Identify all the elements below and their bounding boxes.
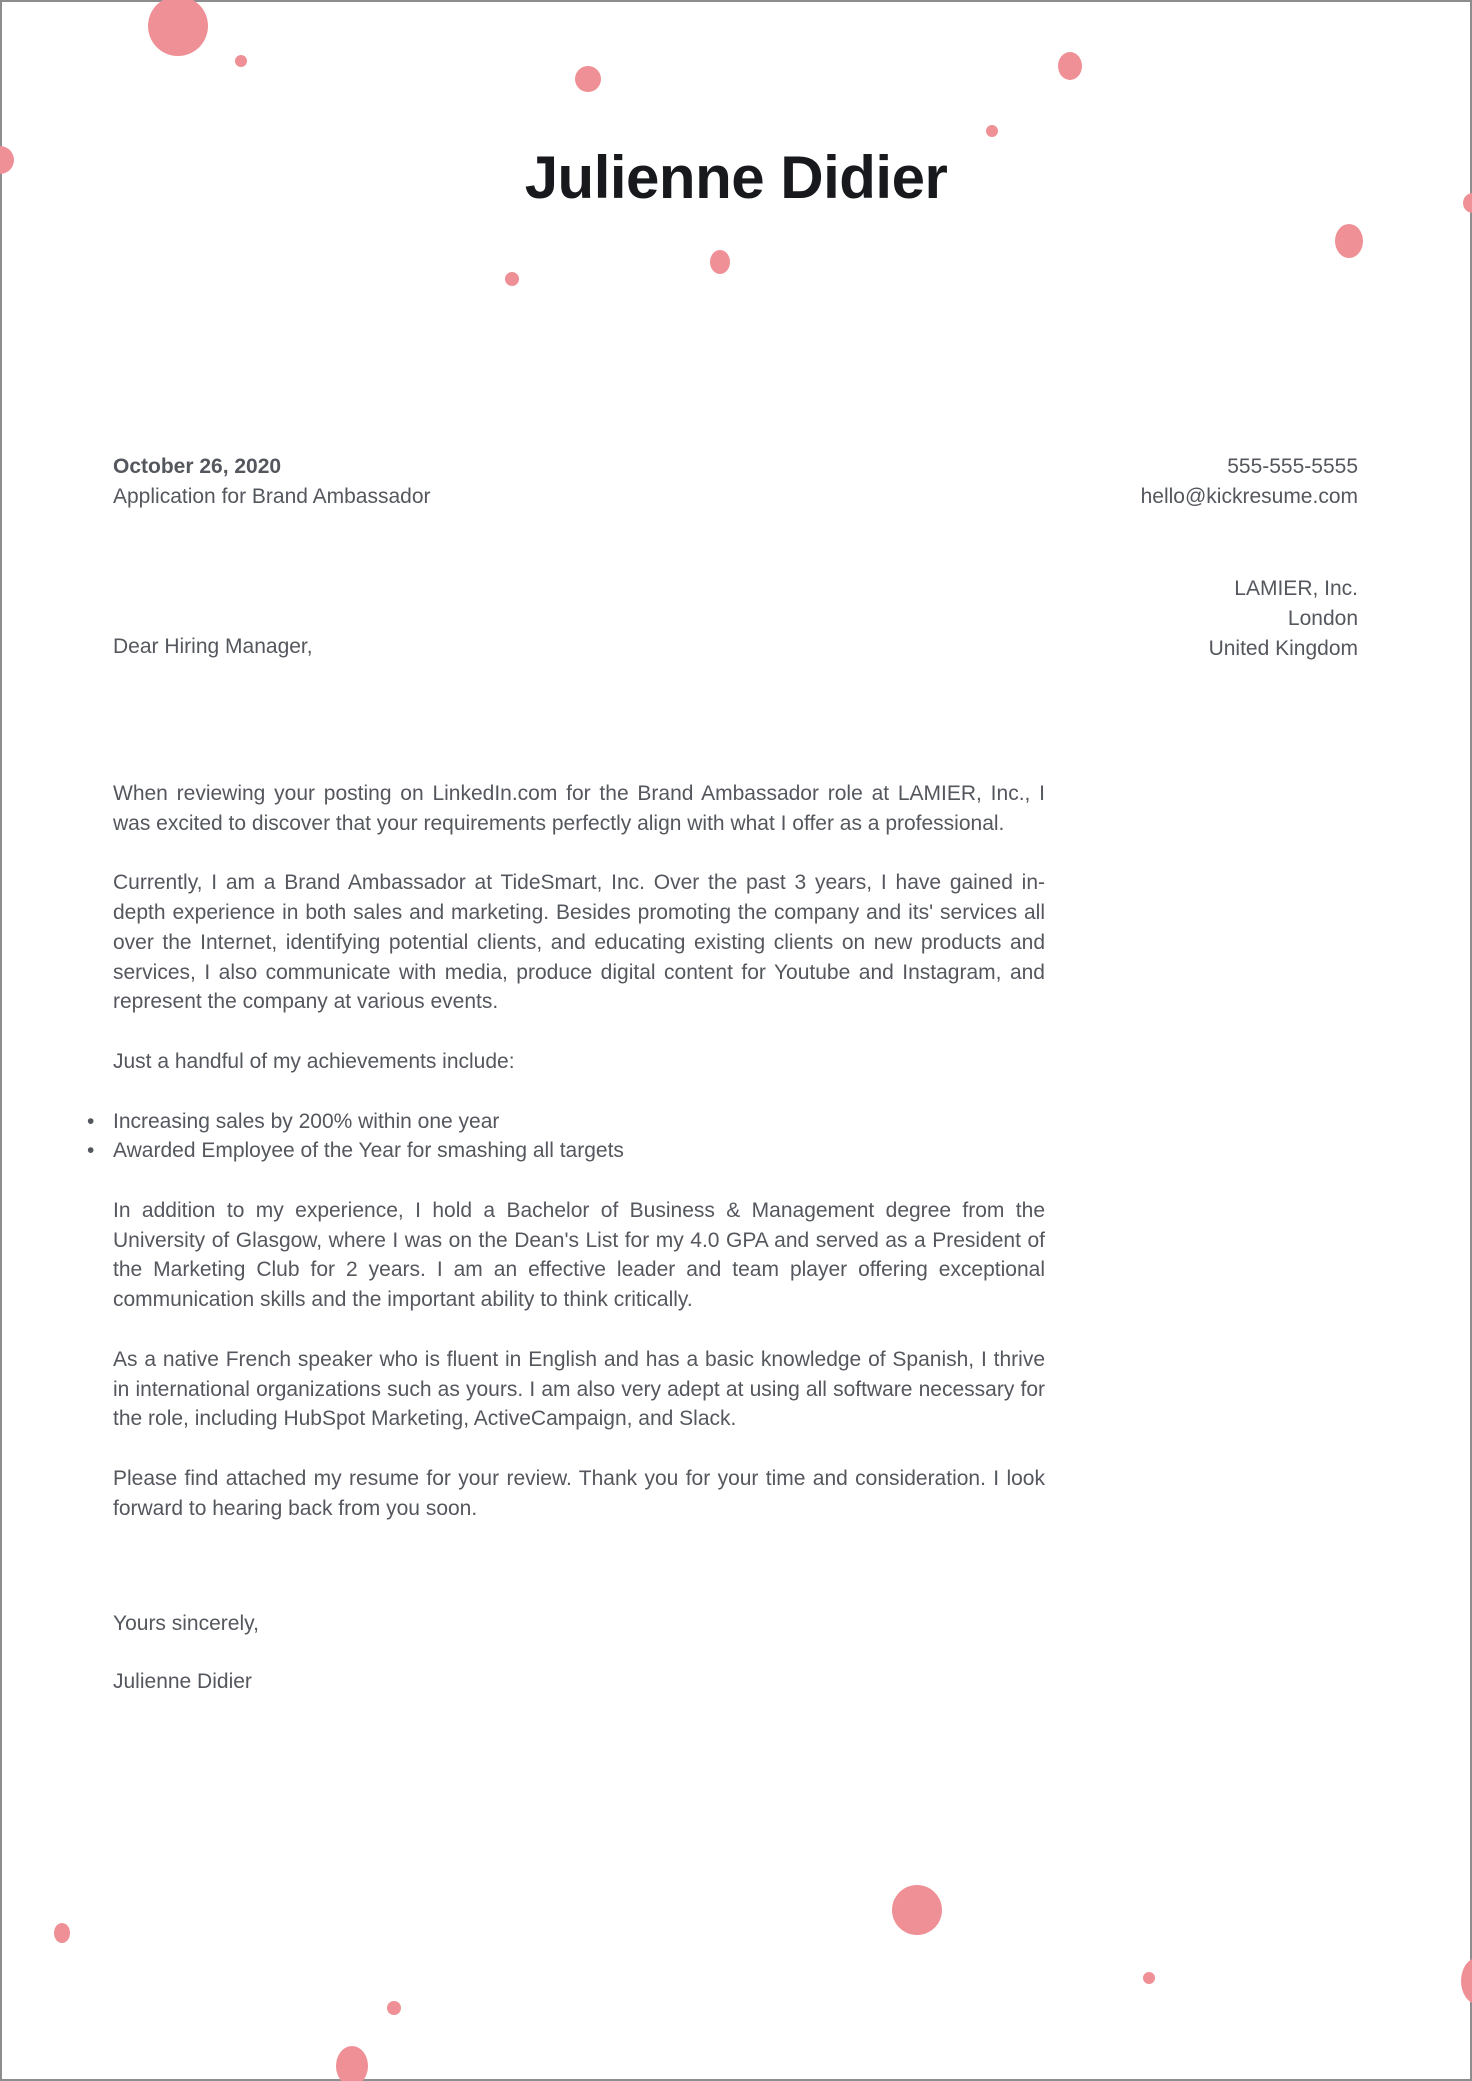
achievement-item: • Increasing sales by 200% within one year [113,1107,1045,1137]
achievements-intro: Just a handful of my achievements include: [113,1049,515,1073]
signature-name: Julienne Didier [113,1670,252,1694]
email-address: hello@kickresume.com [1140,485,1358,508]
candidate-name-heading: Julienne Didier [524,144,948,211]
letter-date: October 26, 2020 [113,455,282,478]
decor-dot [1143,1972,1155,1984]
paragraph-languages: As a native French speaker who is fluent in English and has a basic knowledge of Spanish, I thrive in international organizations such as yours. I am also very adept at using all software necessary for the role, including HubSpot Marketing, ActiveCampaign, and Slack. [113,1347,1045,1431]
salutation: Dear Hiring Manager, [113,635,313,658]
decor-dot [1335,224,1363,258]
decor-dot [1058,52,1082,80]
decor-dot [986,125,998,137]
paragraph-education: In addition to my experience, I hold a Bachelor of Business & Management degree from the University of Glasgow, where I was on the Dean's List for my 4.0 GPA and served as a President of the Marketing Club for 2 years. I am an effective leader and team player offering exceptional communication skills and the important ability to think critically. [113,1199,1045,1312]
paragraph-intro: When reviewing your posting on LinkedIn.com for the Brand Ambassador role at LAMIER, Inc., I was excited to discover that your requirements perfectly align with what I offer as a professional. [113,782,1045,835]
decor-dot [387,2001,401,2015]
decor-dot [54,1923,70,1943]
decor-dot [575,66,601,92]
achievements-list [113,1107,1045,1166]
recipient-company: LAMIER, Inc. [1234,577,1358,600]
letter-body [113,779,1045,1697]
recipient-city: London [1287,607,1358,630]
recipient-address [1209,574,1358,664]
decor-dot [1461,1958,1472,2004]
decor-dot [148,0,208,56]
decor-dot [710,250,730,274]
paragraph-closing: Please find attached my resume for your review. Thank you for your time and consideration. I look forward to hearing back from you soon. [113,1466,1045,1520]
sender-contact [1141,452,1358,512]
decor-dot [892,1885,942,1935]
decor-dot [235,55,247,67]
paragraph-experience: Currently, I am a Brand Ambassador at TideSmart, Inc. Over the past 3 years, I have gained in-depth experience in both sales and marketing. Besides promoting the company and its' services all over the Internet, identifying potential clients, and educating existing clients on new products and services, I also communicate with media, produce digital content for Youtube and Instagram, and represent the company at various events. [113,871,1045,1014]
phone-number: 555-555-5555 [1227,455,1358,478]
letter-subject: Application for Brand Ambassador [113,485,431,508]
letter-meta [113,452,431,512]
decor-dot [505,272,519,286]
recipient-country: United Kingdom [1208,637,1358,660]
achievement-item: • Awarded Employee of the Year for smashing all targets [113,1136,1045,1166]
decor-dot [336,2046,368,2081]
signoff: Yours sincerely, [113,1612,259,1636]
